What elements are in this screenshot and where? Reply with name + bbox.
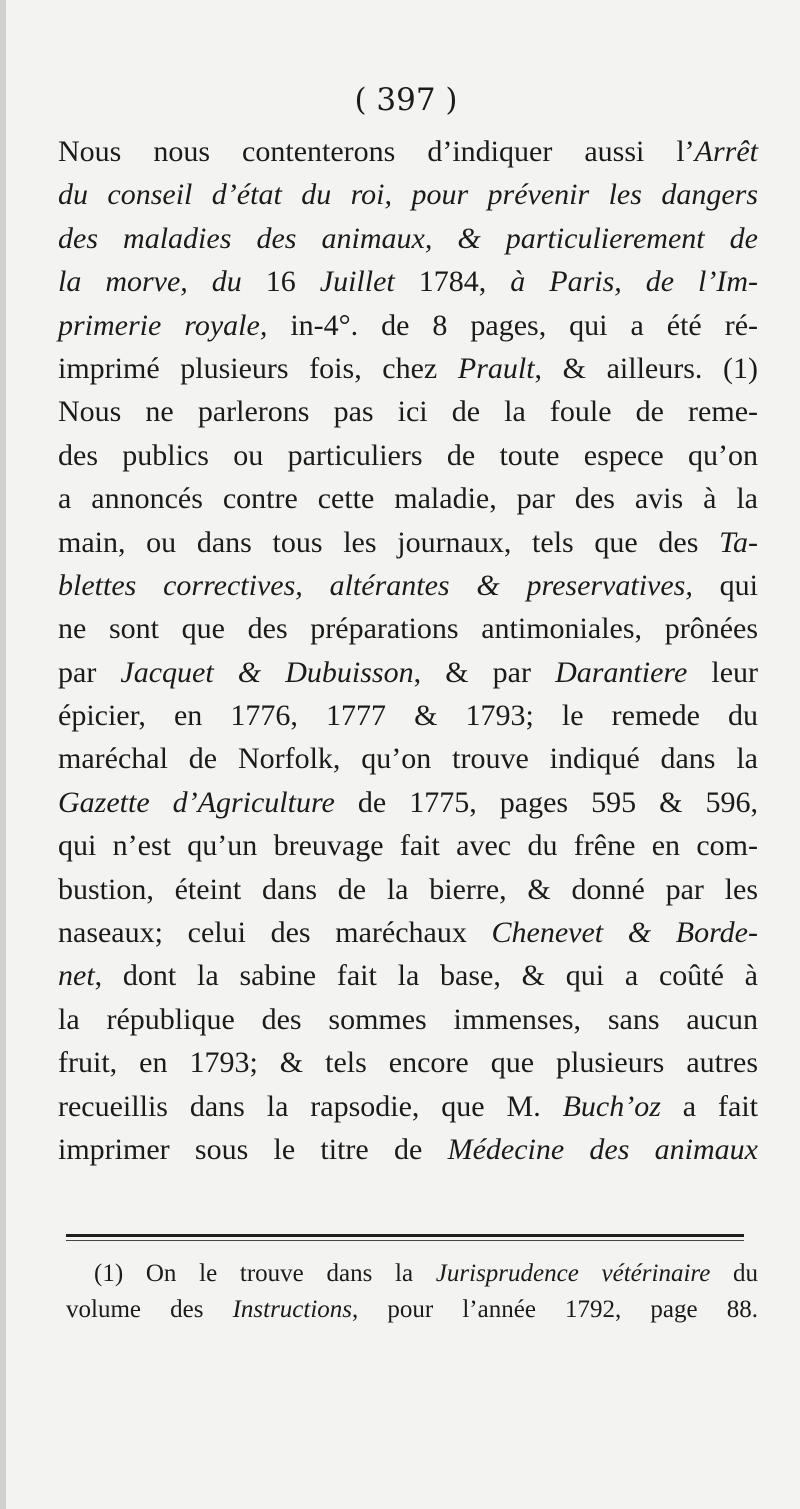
body-line [58, 1085, 758, 1128]
footnote-text-segment: Instructions [232, 1296, 353, 1323]
body-line [58, 1041, 758, 1084]
body-line [58, 217, 758, 260]
body-text-segment: naseaux; celui des maréchaux [58, 916, 492, 950]
body-text-segment: fruit, en 1793; & tels encore que plusieurs autres [58, 1046, 758, 1080]
body-line [58, 737, 758, 780]
body-text-segment: Nous ne parlerons pas ici de la foule de reme- [58, 395, 758, 429]
body-text-segment: la république des sommes immenses, sans aucun [58, 1002, 758, 1036]
body-text-segment: , & ailleurs. (1) [534, 351, 758, 385]
body-line [58, 651, 758, 694]
body-text-segment: épicier, en 1776, 1777 & 1793; le remede du [58, 699, 758, 733]
body-text-segment: Juillet [319, 265, 419, 299]
body-text-segment: Chenevet & Borde- [491, 916, 758, 950]
body-line [58, 434, 758, 477]
body-line [58, 954, 758, 997]
body-text-segment: Ta- [719, 525, 758, 559]
body-text-segment: 16 [265, 265, 320, 299]
body-text-segment: Arrêt [694, 135, 758, 168]
body-text-segment: maréchal de Norfolk, qu’on trouve indiqué dans la [58, 742, 758, 776]
body-text-segment: bustion, éteint dans de la bierre, & donné par les [58, 872, 758, 906]
footnote-divider [66, 1234, 744, 1237]
body-text-segment: du conseil d’état du roi, pour prévenir les dangers [58, 178, 758, 212]
body-text-segment: imprimé plusieurs fois, chez [58, 351, 458, 385]
body-text-segment: la morve, du [58, 265, 266, 299]
body-line [58, 998, 758, 1041]
footnote-text-segment: Jurisprudence vétérinaire [435, 1260, 711, 1287]
body-text-segment: des maladies des animaux, & particulierement de [58, 221, 758, 255]
body-line [58, 521, 758, 564]
body-text-segment: , & par [413, 655, 556, 689]
body-line [58, 347, 758, 390]
body-text-segment: à Paris, de l’Im- [510, 265, 759, 299]
body-text-segment: Prault [457, 351, 535, 385]
footnote-line [66, 1292, 758, 1328]
body-text-segment: main, ou dans tous les journaux, tels que des [58, 525, 720, 559]
body-text-segment: imprimer sous le titre de [58, 1132, 448, 1166]
body-line [58, 694, 758, 737]
body-line [58, 260, 758, 303]
body-text-segment: blettes correctives, altérantes & preservatives, [58, 568, 720, 602]
body-line [58, 173, 758, 216]
body-line [58, 1128, 758, 1171]
footnote [66, 1256, 758, 1328]
footnote-line [66, 1256, 758, 1292]
body-text-segment: leur [687, 655, 759, 689]
body-text-segment: qui [719, 568, 758, 602]
body-text-segment: a annoncés contre cette maladie, par des avis à la [58, 482, 758, 516]
body-line [58, 868, 758, 911]
footnote-text-segment: , pour l’année 1792, page 88. [352, 1296, 758, 1323]
body-line [58, 781, 758, 824]
body-text-segment: a fait [660, 1089, 758, 1123]
body-text-segment: Darantiere [555, 655, 688, 689]
body-text-segment: Buch’oz [562, 1089, 661, 1123]
body-line [58, 390, 758, 433]
footnote-text-segment: volume des [66, 1296, 233, 1323]
body-line [58, 911, 758, 954]
body-text-segment: primerie royale, [58, 308, 291, 342]
body-line [58, 607, 758, 650]
body-text-segment: des publics ou particuliers de toute espece qu’on [58, 438, 758, 472]
body-text-segment: Gazette d’Agriculture [58, 785, 335, 819]
body-text-segment: Médecine des animaux [447, 1132, 758, 1166]
page-number: ( 397 ) [354, 82, 458, 118]
body-line [58, 130, 758, 173]
body-text-segment: , dont la sabine fait la base, & qui a coûté à [94, 959, 758, 993]
footnote-text-segment: du [710, 1260, 759, 1287]
body-text-segment: par [58, 655, 121, 689]
body-text-segment: recueillis dans la rapsodie, que M. [58, 1089, 563, 1123]
body-text-segment: Nous nous contenterons d’indiquer aussi l’ [58, 135, 695, 168]
body-text-segment: qui n’est qu’un breuvage fait avec du frêne en com- [58, 829, 758, 863]
body-text-segment: 1784, [418, 265, 511, 299]
footnote-divider-thin [66, 1240, 744, 1241]
body-text-segment: Jacquet & Dubuisson [120, 655, 414, 689]
main-text [58, 130, 758, 1171]
body-line [58, 564, 758, 607]
body-line [58, 477, 758, 520]
body-text-segment: net [58, 959, 95, 993]
body-text-segment: de 1775, pages 595 & 596, [334, 785, 758, 819]
body-text-segment: in-4°. de 8 pages, qui a été ré- [290, 308, 759, 342]
footnote-text-segment: (1) On le trouve dans la [94, 1260, 436, 1287]
body-line [58, 824, 758, 867]
body-text-segment: ne sont que des préparations antimoniales, prônées [58, 612, 758, 646]
body-line [58, 304, 758, 347]
